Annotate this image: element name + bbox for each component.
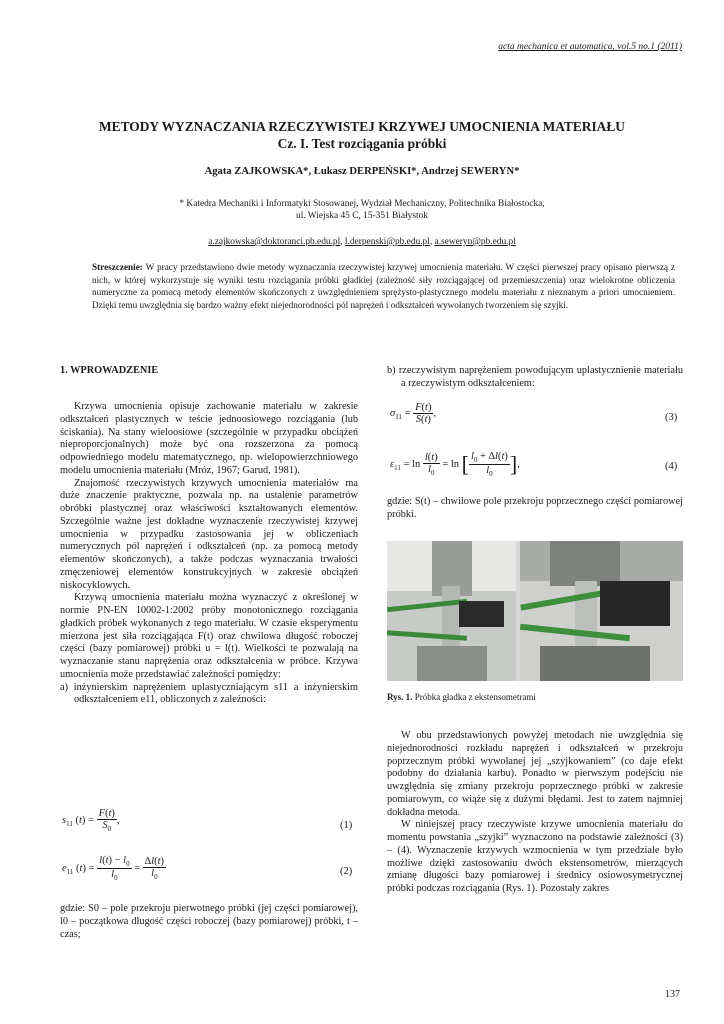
email-separator: , xyxy=(340,237,345,247)
abstract-label: Streszczenie: xyxy=(92,262,143,272)
list-item-b: b) rzeczywistym naprężeniem powodującym uplastycznienie materiału a rzeczywistym odkształceniem: xyxy=(387,365,683,389)
email-separator: , xyxy=(429,237,435,247)
emails xyxy=(0,237,724,247)
section-heading: 1. WPROWADZENIE xyxy=(60,365,159,376)
paper-title xyxy=(0,118,724,152)
specimen-photo-left xyxy=(387,541,516,681)
equation-number: (3) xyxy=(665,412,678,423)
caption-text: Próbka gładka z ekstensometrami xyxy=(412,692,536,702)
paragraph: W obu przedstawionych powyżej metodach nie uwzględnia się niejednorodności rozkładu naprężeń i odkształceń w przekroju poprzecznym próbki wywołanej jej „szyjkowaniem” (co daje efekt podobny do działania karbu). Ponadto w pierwszym podejściu nie uwzględnia się zmiany przekroju poprzecznego próbki w zakresie pomiarowym, co wiąże się z dużymi błędami. Jest to zatem najmniej dokładna metoda. xyxy=(387,730,683,818)
list-item-a: a) inżynierskim naprężeniem uplastyczniającym s11 a inżynierskim odkształceniem e11, obliczonych z zależności: xyxy=(60,681,358,706)
equation-number: (4) xyxy=(665,461,678,472)
affiliation xyxy=(0,198,724,222)
paragraph: gdzie: S(t) – chwilowe pole przekroju poprzecznego części pomiarowej próbki. xyxy=(387,496,683,520)
right-column-body xyxy=(387,730,683,896)
right-column-text xyxy=(387,496,683,522)
title-line-1: METODY WYZNACZANIA RZECZYWISTEJ KRZYWEJ UMOCNIENIA MATERIAŁU xyxy=(99,119,625,134)
paragraph: Krzywa umocnienia opisuje zachowanie materiału w zakresie odkształceń plastycznych w teście jednoosiowego rozciągania (lub ściskania). Na stany wieloosiowe (szczególnie w przypadku obciążeń nieproporcjonalnych) może być ona rozszerzona za pomocą odpowiedniego modelu matematycznego, np. wielopowierzchniowego modelu umocnienia materiału (Mróz, 1967; Garud, 1981). xyxy=(60,401,358,476)
email-link[interactable]: a.seweryn@pb.edu.pl xyxy=(434,237,516,247)
journal-header: acta mechanica et automatica, vol.5 no.1 (2011) xyxy=(498,42,682,52)
paragraph: gdzie: S0 – pole przekroju pierwotnego próbki (jej części pomiarowej), l0 – początkowa długość części roboczej (bazy pomiarowej) próbki, t – czas; xyxy=(60,903,358,940)
paragraph: Znajomość rzeczywistych krzywych umocnienia materiałów ma duże znaczenie praktyczne, pozwala np. na ustalenie parametrów obróbki plastycznej oraz właściwości kształtowanych elementów. Szczególnie ważne jest dokładne wyznaczenie rzeczywistej krzywej umocnienia w przypadku zastosowania jej w obliczeniach numerycznych pól naprężeń i odkształceń (np. za pomocą metody elementów skończonych), a także podczas wyznaczania trwałości zmęczeniowej elementów konstrukcyjnych w zakresie obciążeń niskocyklowych. xyxy=(60,477,358,591)
equation-2: $e_{11}$ (t) = $\frac{l(t) - l_0}{l_0}$ = $\frac{\Delta l(t)}{l_0}$ xyxy=(62,855,165,883)
equation-1: $s_{11}$ (t) = $\frac{F(t)}{S_0}$ , xyxy=(62,808,120,834)
affiliation-line-2: ul. Wiejska 45 C, 15-351 Białystok xyxy=(296,211,428,221)
affiliation-line-1: * Katedra Mechaniki i Informatyki Stosowanej, Wydział Mechaniczny, Politechnika Białostocka, xyxy=(179,199,545,209)
title-line-2: Cz. I. Test rozciągania próbki xyxy=(277,136,447,151)
paragraph: W niniejszej pracy rzeczywiste krzywe umocnienia materiału do momentu powstania „szyjki” wyznaczono na podstawie zależności (3) – (4). Wyznaczenie krzywych wzmocnienia w tym przedziale było możliwe dzięki zastosowaniu dwóch ekstensometrów, mierzących zmianę długości bazy pomiarowej i średnicy osiowosymetrycznej próbki podczas rozciągania (Rys. 1). Pozostały zakres xyxy=(387,819,683,894)
left-column-text-end xyxy=(60,903,358,941)
equation-number: (1) xyxy=(340,820,353,831)
authors: Agata ZAJKOWSKA*, Łukasz DERPEŃSKI*, Andrzej SEWERYN* xyxy=(204,166,520,177)
page-number: 137 xyxy=(665,989,680,1000)
equation-4: $\varepsilon_{11} = \ln$ $\frac{l(t)}{l_0}$ = ln [ $\frac{l_0 + \Delta l(t)}{l_0}$ ], xyxy=(390,451,520,479)
email-link[interactable]: l.derpenski@pb.edu.pl xyxy=(344,237,430,247)
specimen-photo-right xyxy=(520,541,683,681)
caption-label: Rys. 1. xyxy=(387,692,413,702)
abstract-text: W pracy przedstawiono dwie metody wyznaczania rzeczywistej krzywej umocnienia materiału. W części pierwszej pracy opisano pierwszą z nich, w której wykorzystuje się wyniki testu rozciągania próbki gładkiej (zależność siły rozciągającej od przemieszczenia) oraz wielokrotne obliczenia numeryczne za pomocą metody elementów skończonych z uwzględnieniem sprężysto-plastycznego modelu materiału z nieznanym a priori umocnieniem. Dzięki temu uwzględnia się bardzo ważny efekt niejednorodności pól naprężeń i odkształceń wywołanych tworzeniem się szyjki. xyxy=(92,262,675,310)
paragraph: Krzywą umocnienia materiału można wyznaczyć z określonej w normie PN-EN 10002-1:2002 próby monotonicznego rozciągania gładkich próbek wykonanych z tego materiału. W czasie eksperymentu mierzona jest siła rozciągająca F(t) oraz chwilowa długość roboczej części (bazy pomiarowej) próbki u = l(t). Wielkości te pozwalają na wyznaczanie stanu naprężenia oraz odkształcenia w próbce. Krzywa umocnienia może przedstawiać zależności pomiędzy: xyxy=(60,592,358,680)
figure-caption xyxy=(387,692,536,702)
email-link[interactable]: a.zajkowska@doktoranci.pb.edu.pl xyxy=(208,237,341,247)
equation-3: $\sigma_{11}$ = $\frac{F(t)}{S(t)}$ , xyxy=(390,402,437,425)
left-column-text xyxy=(60,401,358,707)
equation-number: (2) xyxy=(340,866,353,877)
figure-photos xyxy=(387,541,683,681)
abstract xyxy=(92,261,675,311)
